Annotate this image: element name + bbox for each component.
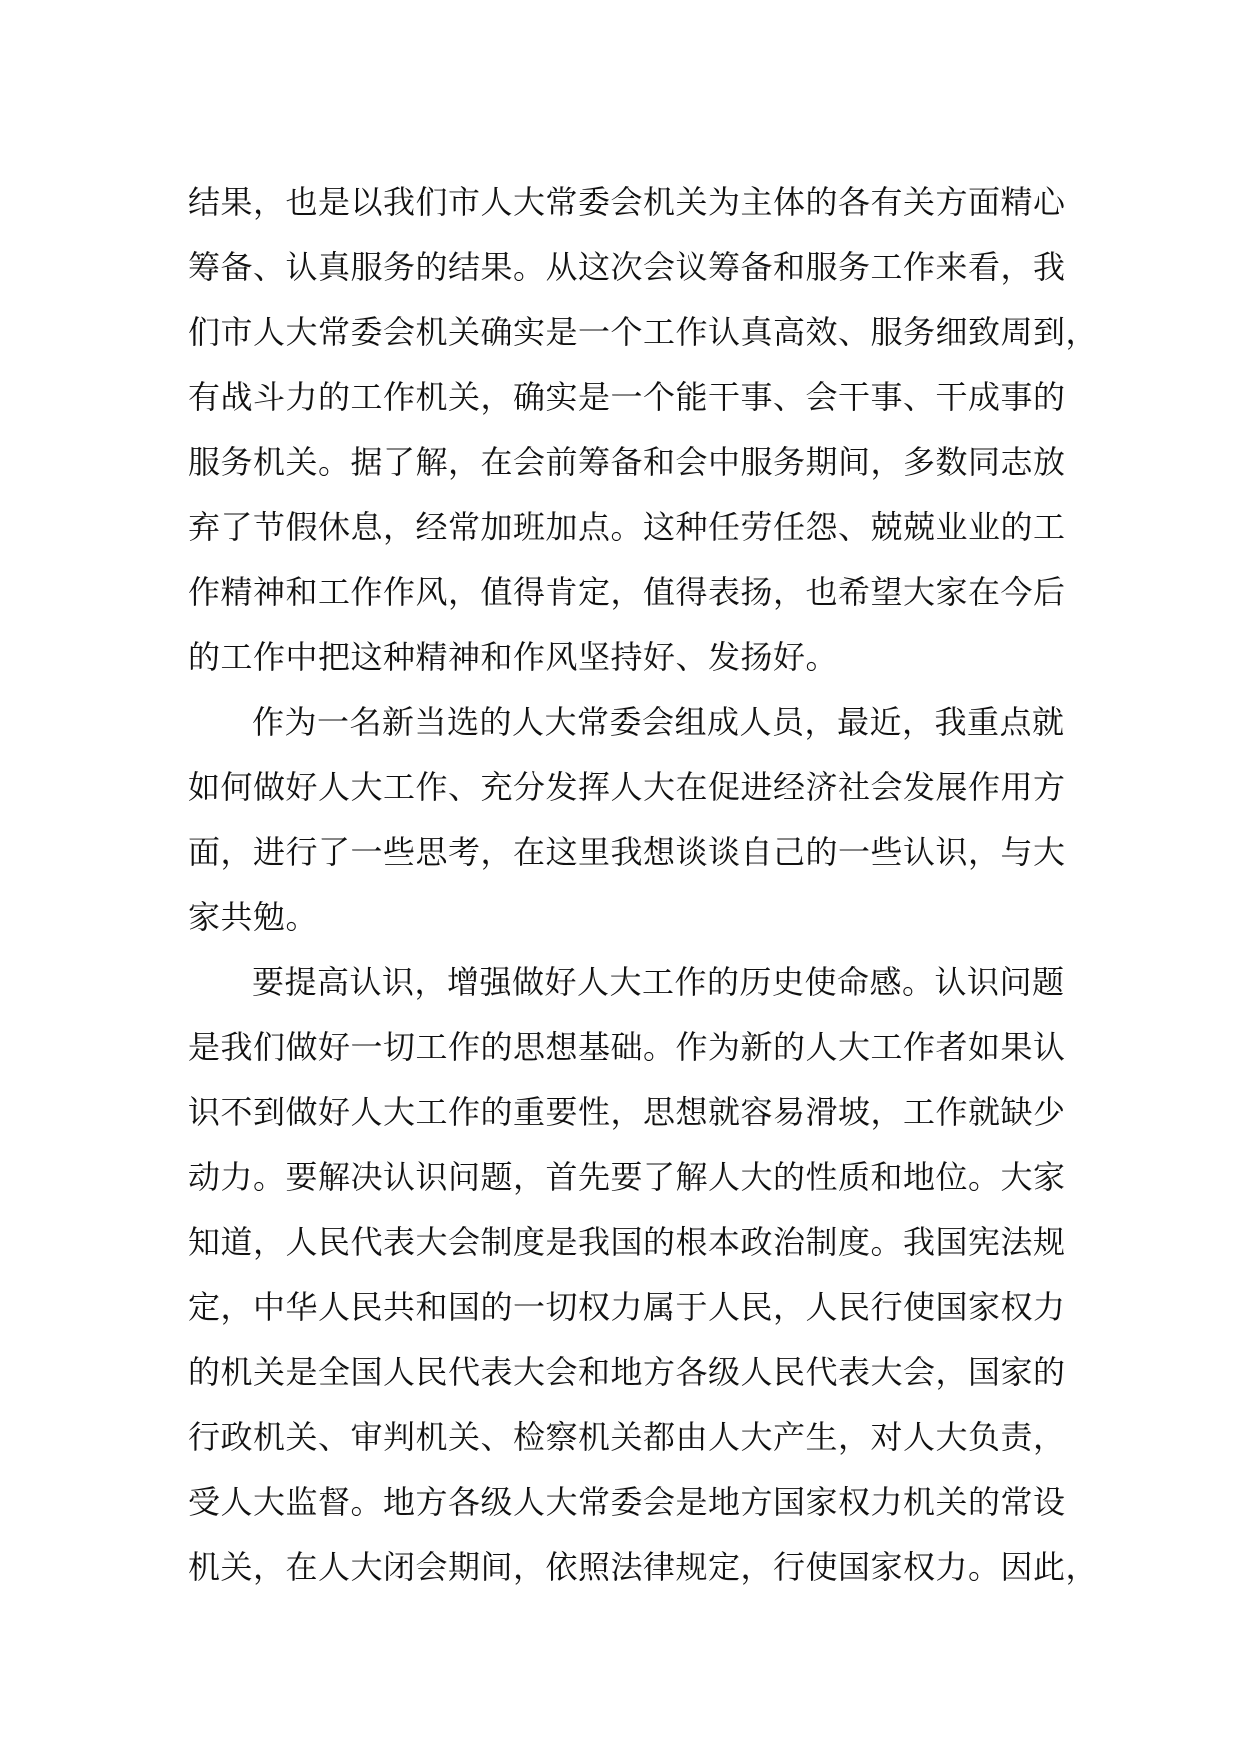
text-line: 有战斗力的工作机关，确实是一个能干事、会干事、干成事的 [188, 378, 1066, 416]
text-line: 机关，在人大闭会期间，依照法律规定，行使国家权力。因此， [188, 1548, 1099, 1586]
text-line: 受人大监督。地方各级人大常委会是地方国家权力机关的常设 [188, 1483, 1066, 1521]
text-line: 的工作中把这种精神和作风坚持好、发扬好。 [188, 638, 839, 676]
paragraph-2 [188, 690, 1088, 950]
text-line: 面，进行了一些思考，在这里我想谈谈自己的一些认识，与大 [188, 833, 1066, 871]
text-line: 筹备、认真服务的结果。从这次会议筹备和服务工作来看，我 [188, 248, 1066, 286]
text-line: 行政机关、审判机关、检察机关都由人大产生，对人大负责， [188, 1418, 1066, 1456]
text-line: 是我们做好一切工作的思想基础。作为新的人大工作者如果认 [188, 1028, 1066, 1066]
text-line: 作为一名新当选的人大常委会组成人员，最近，我重点就 [252, 703, 1065, 741]
text-line: 家共勉。 [188, 898, 319, 936]
text-line: 动力。要解决认识问题，首先要了解人大的性质和地位。大家 [188, 1158, 1066, 1196]
text-line: 定，中华人民共和国的一切权力属于人民，人民行使国家权力 [188, 1288, 1066, 1326]
text-line: 结果，也是以我们市人大常委会机关为主体的各有关方面精心 [188, 183, 1066, 221]
text-line: 要提高认识，增强做好人大工作的历史使命感。认识问题 [252, 963, 1065, 1001]
text-line: 识不到做好人大工作的重要性，思想就容易滑坡，工作就缺少 [188, 1093, 1066, 1131]
paragraph-1 [188, 170, 1099, 690]
paragraph-3 [188, 950, 1099, 1600]
text-line: 们市人大常委会机关确实是一个工作认真高效、服务细致周到， [188, 313, 1099, 351]
text-line: 弃了节假休息，经常加班加点。这种任劳任怨、兢兢业业的工 [188, 508, 1066, 546]
text-line: 作精神和工作作风，值得肯定，值得表扬，也希望大家在今后 [188, 573, 1066, 611]
text-line: 的机关是全国人民代表大会和地方各级人民代表大会，国家的 [188, 1353, 1066, 1391]
text-line: 服务机关。据了解，在会前筹备和会中服务期间，多数同志放 [188, 443, 1066, 481]
body-text [188, 170, 1099, 1600]
text-line: 如何做好人大工作、充分发挥人大在促进经济社会发展作用方 [188, 768, 1066, 806]
text-line: 知道，人民代表大会制度是我国的根本政治制度。我国宪法规 [188, 1223, 1066, 1261]
